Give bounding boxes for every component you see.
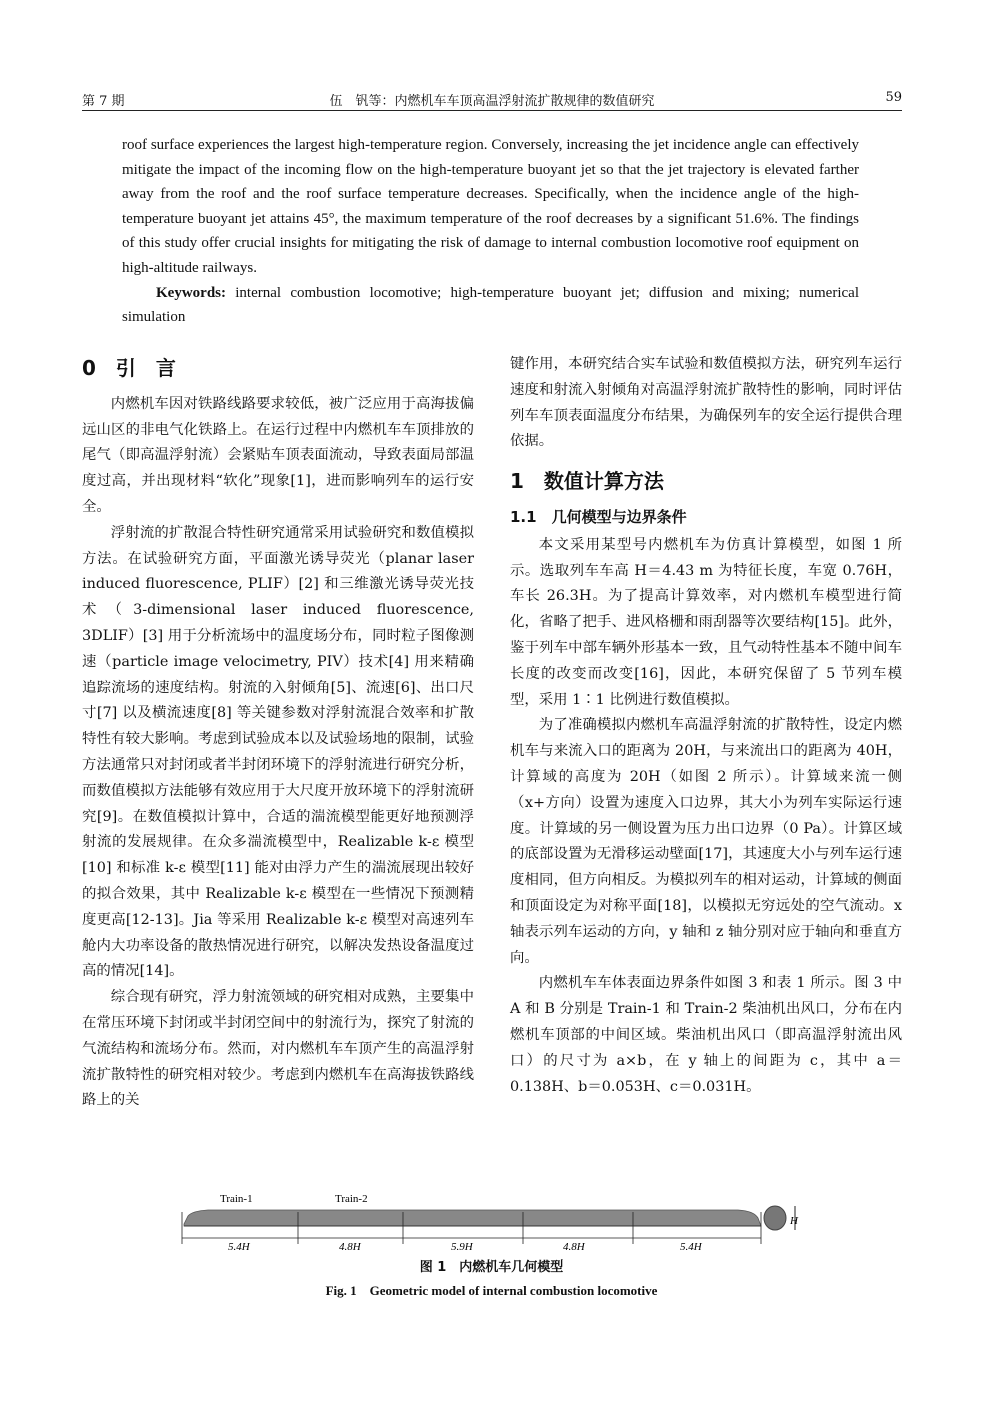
height-label: H: [790, 1215, 798, 1227]
paragraph: 本文采用某型号内燃机车为仿真计算模型，如图 1 所示。选取列车车高 H＝4.43 m 为特征长度，车宽 0.76H，车长 26.3H。为了提高计算效率，对内燃机车模型进行简化，省略了把手、进风格栅和雨刮器等次要结构[15]。此外，鉴于列车中部车辆外形基本一致，且气动特性基本不随中间车长度的改变而改变[16]，因此，本研究保留了 5 节列车模型，采用 1∶1 比例进行数值模拟。: [510, 536, 902, 708]
dim-label-1: 5.4H: [228, 1241, 250, 1253]
train1-label: Train-1: [220, 1193, 253, 1205]
right-column: [510, 352, 902, 1100]
issue-number: 第 7 期: [82, 94, 125, 109]
paragraph: 内燃机车因对铁路线路要求较低，被广泛应用于高海拔偏远山区的非电气化铁路上。在运行过程中内燃机车车顶排放的尾气（即高温浮射流）会紧贴车顶表面流动，导致表面局部温度过高，并出现材料“软化”现象[1]，进而影响列车的运行安全。: [82, 395, 474, 515]
train-body: [184, 1210, 761, 1226]
english-abstract: [122, 133, 859, 330]
keywords-text: internal combustion locomotive; high-temperature buoyant jet; diffusion and mixing; numerical simulation: [122, 284, 859, 326]
paragraph: 内燃机车车体表面边界条件如图 3 和表 1 所示。图 3 中 A 和 B 分别是 Train-1 和 Train-2 柴油机出风口，分布在内燃机车顶部的中间区域。柴油机出风口（即高温浮射流出风口）的尺寸为 a×b，在 y 轴上的间距为 c，其中 a＝0.138H、b＝0.053H、c＝0.031H。: [510, 975, 902, 1095]
paragraph: 浮射流的扩散混合特性研究通常采用试验研究和数值模拟方法。在试验研究方面，平面激光诱导荧光（planar laser induced fluorescence, PLIF）[2] 和三维激光诱导荧光技术（3-dimensional laser induced fluorescence, 3DLIF）[3] 用于分析流场中的温度场分布，同时粒子图像测速（particle image velocimetry, PIV）技术[4] 用来精确追踪流场的速度结构。射流的入射倾角[5]、流速[6]、出口尺寸[7] 以及横流速度[8] 等关键参数对浮射流混合效率和扩散特性有较大影响。考虑到试验成本以及试验场地的限制，试验方法通常只对封闭或者半封闭环境下的浮射流进行研究分析，而数值模拟方法能够有效应用于大尺度开放环境下的浮射流研究[9]。在数值模拟计算中，合适的湍流模型能更好地预测浮射流的发展规律。在众多湍流模型中，Realizable k-ε 模型[10] 和标准 k-ε 模型[11] 能对由浮力产生的湍流展现出较好的拟合效果，其中 Realizable k-ε 模型在一些情况下预测精度更高[12-13]。Jia 等采用 Realizable k-ε 模型对高速列车舱内大功率设备的散热情况进行研究，以解决发热设备温度过高的情况[14]。: [82, 524, 474, 980]
abstract-body: roof surface experiences the largest high-temperature region. Conversely, increasing the jet incidence angle can effectively mitigate the impact of the incoming flow on the high-temperature buoyant jet so that the jet trajectory is elevated farther away from the roof and the roof surface temperature decreases. Specifically, when the incidence angle of the high-temperature buoyant jet attains 45°, the maximum temperature of the roof decreases by a significant 51.6%. The findings of this study offer crucial insights for mitigating the risk of damage to internal combustion locomotive roof equipment on high-altitude railways.: [122, 137, 859, 276]
dim-label-4: 4.8H: [563, 1241, 585, 1253]
figure-caption-en: Fig. 1 Geometric model of internal combustion locomotive: [325, 1283, 658, 1298]
train-front-view: [764, 1206, 786, 1230]
subsection-heading: 1.1 几何模型与边界条件: [510, 507, 687, 526]
paragraph: 键作用，本研究结合实车试验和数值模拟方法，研究列车运行速度和射流入射倾角对高温浮射流扩散特性的影响，同时评估列车车顶表面温度分布结果，为确保列车的安全运行提供合理依据。: [510, 356, 902, 450]
dim-label-2: 4.8H: [339, 1241, 361, 1253]
figure-caption-cn: 图 1 内燃机车几何模型: [419, 1260, 564, 1275]
train2-label: Train-2: [335, 1193, 368, 1205]
left-column: [82, 352, 474, 1114]
section-0-heading: 0 引 言: [82, 356, 176, 380]
dim-label-5: 5.4H: [680, 1241, 702, 1253]
paragraph: 综合现有研究，浮力射流领域的研究相对成熟，主要集中在常压环境下封闭或半封闭空间中的射流行为，探究了射流的气流结构和流场分布。然而，对内燃机车车顶产生的高温浮射流扩散特性的研究相对较少。考虑到内燃机车在高海拔铁路线路上的关: [82, 989, 474, 1109]
paragraph: 为了准确模拟内燃机车高温浮射流的扩散特性，设定内燃机车与来流入口的距离为 20H，与来流出口的距离为 40H，计算域的高度为 20H（如图 2 所示）。计算域来流一侧（x+方向）设置为速度入口边界，其大小为列车实际运行速度。计算域的另一侧设置为压力出口边界（0 Pa）。计算区域的底部设置为无滑移运动壁面[17]，其速度大小与列车运行速度相同，但方向相反。为模拟列车的相对运动，计算域的侧面和顶面设定为对称平面[18]，以模拟无穷远处的空气流动。x 轴表示列车运动的方向，y 轴和 z 轴分别对应于轴向和垂直方向。: [510, 717, 902, 966]
dim-label-3: 5.9H: [451, 1241, 473, 1253]
keywords: [122, 281, 859, 330]
section-1-heading: 1 数值计算方法: [510, 469, 664, 494]
page-number: 59: [885, 90, 902, 105]
locomotive-figure: [178, 1188, 808, 1253]
keywords-label: Keywords:: [156, 284, 226, 301]
running-header: [82, 88, 902, 111]
running-title: 伍 钒等：内燃机车车顶高温浮射流扩散规律的数值研究: [329, 94, 655, 109]
